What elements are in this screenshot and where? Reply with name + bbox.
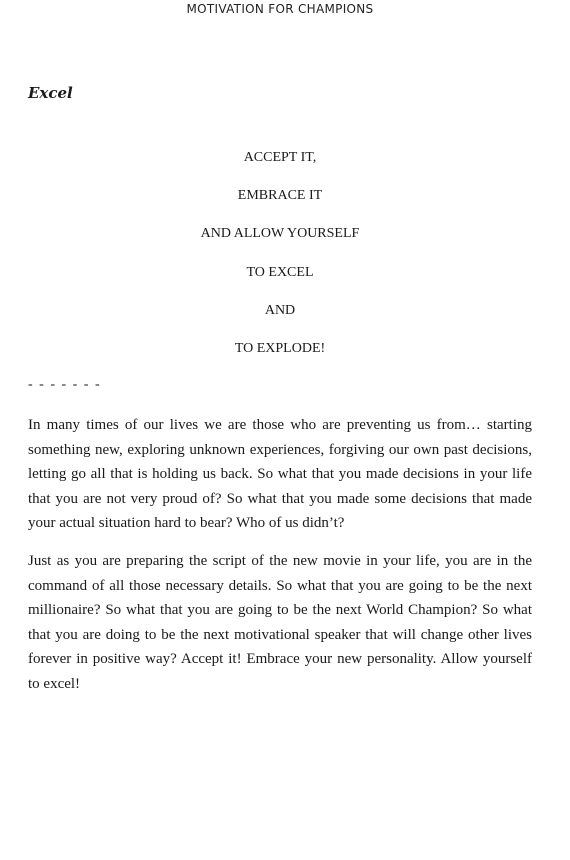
verse-line: TO EXCEL <box>246 264 314 280</box>
verse-block <box>0 148 560 377</box>
body-text <box>28 413 532 710</box>
verse-line: AND <box>264 302 296 318</box>
paragraph: In many times of our lives we are those who are preventing us from… starting something new, exploring unknown experiences, forgiving our own past decisions, letting go all that is holding us back. So what that you made decisions in your life that you are not very proud of? So what that you made some decisions that made your actual situation hard to bear? Who of us didn’t? <box>28 417 532 532</box>
verse-line: ACCEPT IT, <box>243 150 317 165</box>
verse-line: TO EXPLODE! <box>234 340 326 356</box>
chapter-title: Excel <box>28 84 73 102</box>
paragraph: Just as you are preparing the script of the new movie in your life, you are in the command of all those necessary details. So what that you are going to be the next millionaire? So what that you are going to be the next World Champion? So what that you are doing to be the next motivational speaker that will change other lives forever in positive way? Accept it! Embrace your new personality. Allow yourself to excel! <box>28 552 532 692</box>
verse-line: AND ALLOW YOURSELF <box>200 226 360 242</box>
verse-line: EMBRACE IT <box>237 188 323 204</box>
running-header: MOTIVATION FOR CHAMPIONS <box>186 2 374 16</box>
section-divider: - - - - - - - <box>28 377 102 392</box>
